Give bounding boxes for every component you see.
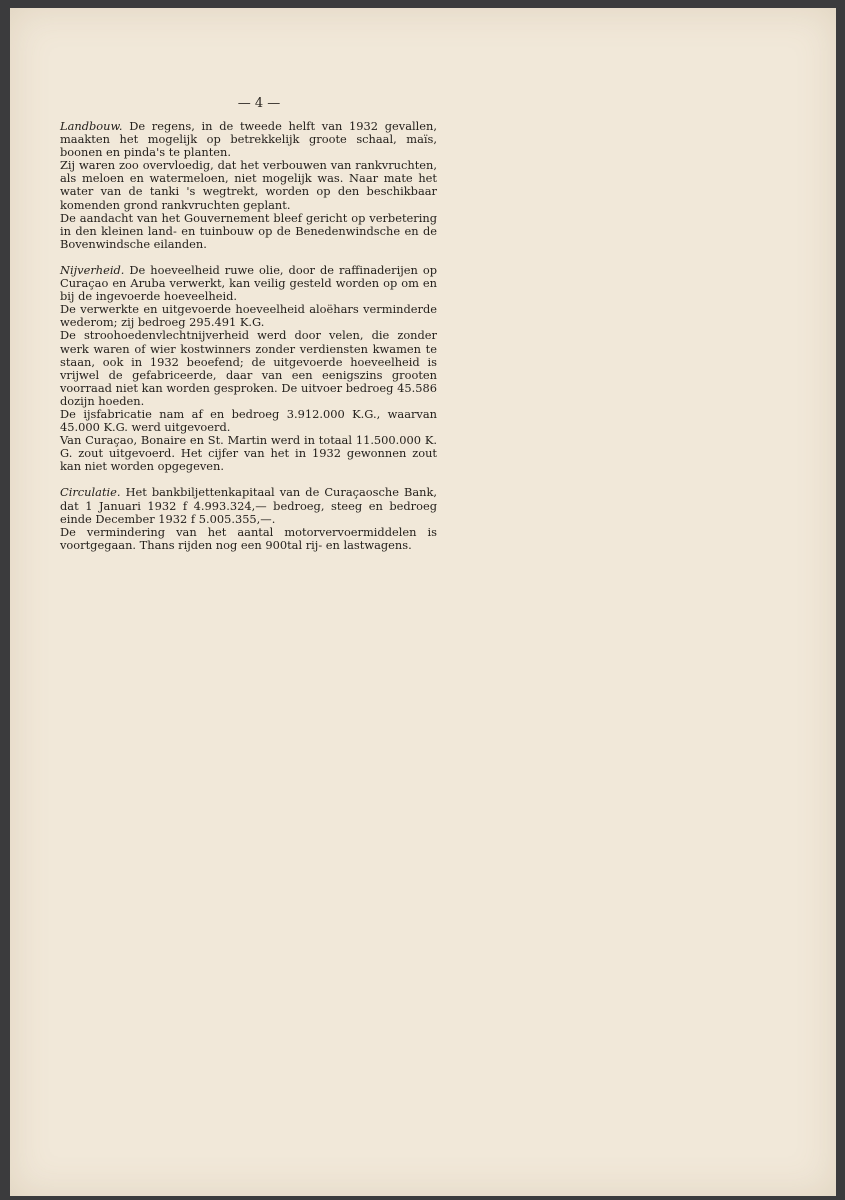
section-heading: Nijverheid. (60, 262, 125, 277)
document-page (10, 8, 836, 1196)
paragraph: Nijverheid. De hoeveelheid ruwe olie, door de raffinaderijen op Curaçao en Aruba verwerkt, kan veilig gesteld worden op om en bij de ingevoerde hoeveelheid. (60, 262, 437, 304)
paragraph: Circulatie. Het bankbiljettenkapitaal van de Curaçaosche Bank, dat 1 Januari 1932 f 4.993.324,— bedroeg, steeg en bedroeg einde December 1932 f 5.005.355,—. (60, 485, 438, 526)
paragraph: De vermindering van het aantal motorvervoermiddelen is voortgegaan. Thans rijden nog een 900tal rij- en lastwagens. (60, 524, 437, 552)
paragraph: De verwerkte en uitgevoerde hoeveelheid aloëhars verminderde wederom; zij bedroeg 295.491 K.G. (60, 302, 437, 330)
paragraph: De ijsfabricatie nam af en bedroeg 3.912.000 K.G., waarvan 45.000 K.G. werd uitgevoerd. (60, 406, 437, 435)
paragraph: De aandacht van het Gouvernement bleef gericht op verbetering in den kleinen land- en tuinbouw op de Benedenwindsche en de Bovenwindsche eilanden. (60, 210, 437, 251)
paragraph: Landbouw. De regens, in de tweede helft van 1932 gevallen, maakten het mogelijk op betrekkelijk groote schaal, maïs, boonen en pinda's te planten. (60, 119, 437, 160)
page-number: — 4 — (237, 96, 281, 111)
section-circulatie (60, 486, 437, 551)
section-heading: Landbouw. (60, 119, 123, 133)
paragraph: Zij waren zoo overvloedig, dat het verbouwen van rankvruchten, als meloen en watermeloen, niet mogelijk was. Naar mate het water van de tanki 's wegtrekt, worden op den beschikbaar komenden grond rankvruchten geplant. (60, 158, 437, 212)
paragraph: Van Curaçao, Bonaire en St. Martin werd in totaal 11.500.000 K. G. zout uitgevoerd. Het cijfer van het in 1932 gewonnen zout kan niet worden opgegeven. (60, 433, 437, 474)
section-nijverheid (60, 264, 437, 474)
body-text (60, 120, 437, 552)
section-heading: Circulatie. (60, 485, 121, 500)
paragraph: De stroohoedenvlechtnijverheid werd door velen, die zonder werk waren of wier kostwinners zonder verdiensten kwamen te staan, ook in 1932 beoefend; de uitgevoerde hoeveelheid is vrijwel de gefabriceerde, daar van een eenigszins grooten voorraad niet kan worden gesproken. De uitvoer bedroeg 45.586 dozijn hoeden. (60, 328, 437, 408)
section-landbouw (60, 120, 437, 251)
